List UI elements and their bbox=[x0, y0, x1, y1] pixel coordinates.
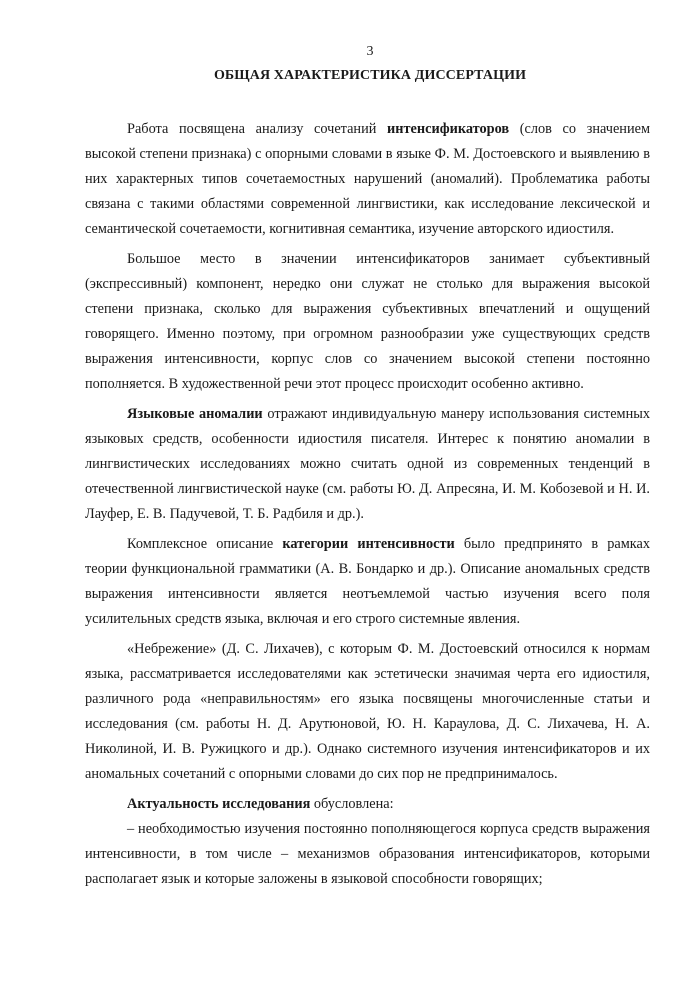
paragraph-6 bbox=[85, 792, 650, 817]
paragraph-1-bold-term: интенсификаторов bbox=[387, 121, 510, 137]
paragraph-4 bbox=[85, 532, 650, 632]
paragraph-4-text-a: Комплексное описание bbox=[127, 536, 283, 552]
paragraph-4-bold-term: категории интенсивности bbox=[282, 536, 455, 552]
paragraph-3-bold-term: Языковые аномалии bbox=[127, 406, 263, 423]
paragraph-1 bbox=[85, 117, 650, 242]
paragraph-4-text-c: было предпринято в рамках теории функциональной грамматики (А. В. Бондарко и др.). Описание аномальных средств выражения интенсивности является неотъемлемой частью изучения всего поля усилительных средств языка, включая и его строго системные явления. bbox=[85, 536, 650, 628]
paragraph-2: Большое место в значении интенсификаторов занимает субъективный (экспрессивный) компонент, нередко они служат не столько для выражения высокой степени признака, сколько для выражения субъективных впечатлений и ощущений говорящего. Именно поэтому, при огромном разнообразии уже существующих средств выражения интенсивности, корпус слов со значением высокой степени постоянно пополняется. В художественной речи этот процесс происходит особенно активно. bbox=[85, 250, 650, 393]
document-body bbox=[85, 117, 650, 897]
paragraph-5: «Небрежение» (Д. С. Лихачев), с которым Ф. М. Достоевский относился к нормам языка, рассматривается исследователями как эстетически значимая черта его идиостиля, различного рода «неправильностям» его языка посвящены многочисленные статьи и исследования (см. работы Н. Д. Арутюновой, Ю. Н. Караулова, Д. С. Лихачева, Н. А. Николиной, И. В. Ружицкого и др.). Однако системного изучения интенсификаторов и их аномальных сочетаний с опорными словами до сих пор не предпринималось. bbox=[85, 640, 650, 783]
paragraph-7: – необходимостью изучения постоянно пополняющегося корпуса средств выражения интенсивности, в том числе – механизмов образования интенсификаторов, которыми располагает язык и которые заложены в языковой способности говорящих; bbox=[85, 821, 650, 888]
paragraph-3-text-b: отражают индивидуальную манеру использования системных языковых средств, особенности идиостиля писателя. Интерес к понятию аномалии в лингвистических исследованиях можно считать одной из современных тенденций в отечественной лингвистической науке (см. работы Ю. Д. Апресяна, И. М. Кобозевой и Н. И. Лауфер, Е. В. Падучевой, Т. Б. Радбиля и др.). bbox=[85, 406, 650, 523]
page-number: 3 bbox=[366, 44, 374, 59]
page-title: ОБЩАЯ ХАРАКТЕРИСТИКА ДИССЕРТАЦИИ bbox=[213, 68, 527, 83]
paragraph-6-bold-term: Актуальность исследования bbox=[127, 795, 311, 812]
paragraph-1-text-a: Работа посвящена анализу сочетаний bbox=[127, 121, 388, 137]
paragraph-6-text-b: обусловлена: bbox=[310, 795, 394, 812]
paragraph-1-text-c: (слов со значением высокой степени признака) с опорными словами в языке Ф. М. Достоевского и выявлению в них характерных типов сочетаемостных нарушений (аномалий). Проблематика работы связана с такими областями современной лингвистики, как исследование лексической и семантической сочетаемости, когнитивная семантика, изучение авторского идиостиля. bbox=[85, 121, 650, 238]
paragraph-3 bbox=[85, 402, 650, 527]
